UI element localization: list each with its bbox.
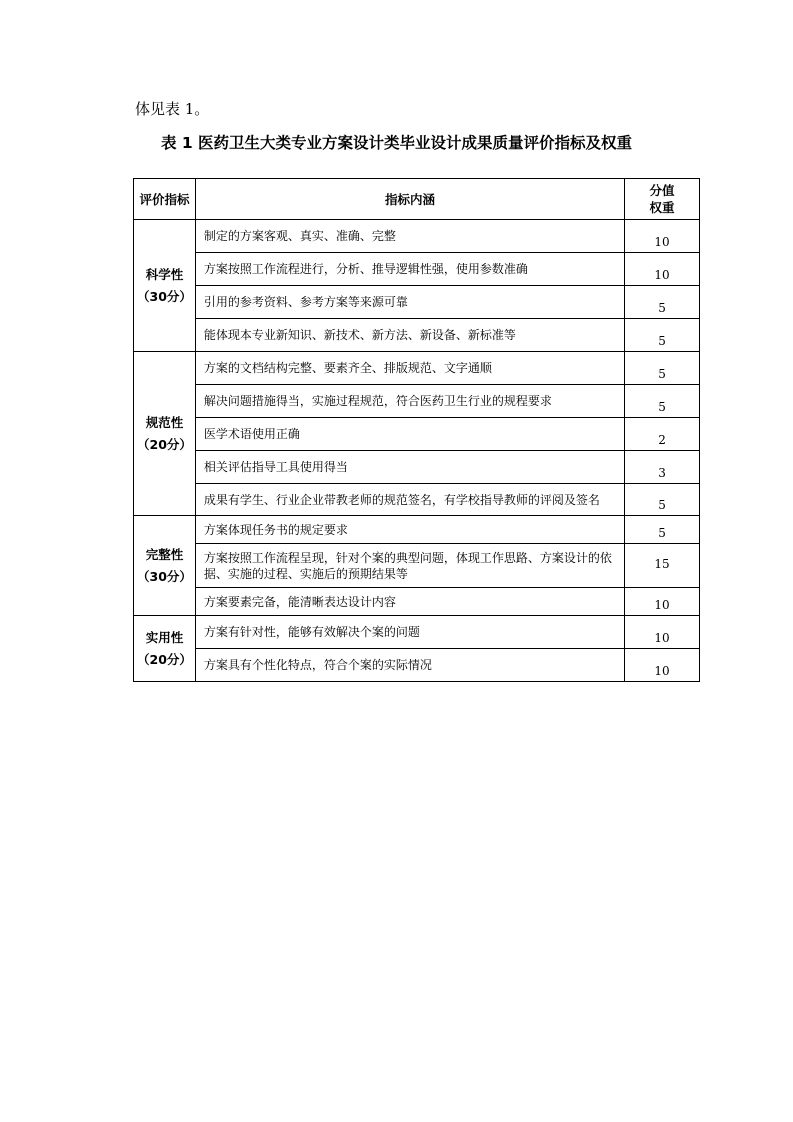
content-cell: 解决问题措施得当，实施过程规范，符合医药卫生行业的规程要求 <box>195 385 624 418</box>
table-row <box>134 286 700 319</box>
table-row <box>134 451 700 484</box>
category-weight: （20分） <box>137 651 192 667</box>
score-cell: 5 <box>625 352 700 385</box>
table-row <box>134 588 700 616</box>
header-score <box>625 179 700 220</box>
table-row <box>134 516 700 544</box>
header-score-line2: 权重 <box>649 200 675 215</box>
category-name: 科学性 <box>145 266 184 282</box>
content-cell: 方案的文档结构完整、要素齐全、排版规范、文字通顺 <box>195 352 624 385</box>
score-cell: 10 <box>625 220 700 253</box>
score-cell: 3 <box>625 451 700 484</box>
table-row <box>134 484 700 516</box>
score-cell: 15 <box>625 544 700 588</box>
table-row <box>134 418 700 451</box>
table-row <box>134 253 700 286</box>
category-weight: （30分） <box>137 568 192 584</box>
content-cell: 引用的参考资料、参考方案等来源可靠 <box>195 286 624 319</box>
evaluation-table <box>133 178 700 682</box>
category-weight: （20分） <box>137 436 192 452</box>
content-cell: 制定的方案客观、真实、准确、完整 <box>195 220 624 253</box>
intro-text: 体见表 1。 <box>135 100 210 118</box>
content-cell: 医学术语使用正确 <box>195 418 624 451</box>
score-cell: 5 <box>625 484 700 516</box>
content-cell: 成果有学生、行业企业带教老师的规范签名，有学校指导教师的评阅及签名 <box>195 484 624 516</box>
category-name: 规范性 <box>145 414 184 430</box>
score-cell: 10 <box>625 253 700 286</box>
score-cell: 5 <box>625 286 700 319</box>
category-cell-normative <box>134 352 196 516</box>
category-weight: （30分） <box>137 288 192 304</box>
table-row <box>134 319 700 352</box>
category-cell-scientific <box>134 220 196 352</box>
category-name: 完整性 <box>145 546 184 562</box>
category-cell-practicality <box>134 616 196 682</box>
header-indicator: 评价指标 <box>134 179 196 220</box>
content-cell: 方案按照工作流程进行，分析、推导逻辑性强，使用参数准确 <box>195 253 624 286</box>
content-cell: 能体现本专业新知识、新技术、新方法、新设备、新标准等 <box>195 319 624 352</box>
content-cell: 方案体现任务书的规定要求 <box>195 516 624 544</box>
table-row <box>134 649 700 682</box>
table-row <box>134 220 700 253</box>
table-title: 表 1 医药卫生大类专业方案设计类毕业设计成果质量评价指标及权重 <box>160 134 633 152</box>
score-cell: 5 <box>625 385 700 418</box>
score-cell: 5 <box>625 516 700 544</box>
score-cell: 5 <box>625 319 700 352</box>
header-score-line1: 分值 <box>649 183 675 198</box>
score-cell: 10 <box>625 649 700 682</box>
score-cell: 2 <box>625 418 700 451</box>
header-content: 指标内涵 <box>195 179 624 220</box>
table-row <box>134 544 700 588</box>
content-cell: 方案有针对性，能够有效解决个案的问题 <box>195 616 624 649</box>
content-cell: 方案按照工作流程呈现，针对个案的典型问题，体现工作思路、方案设计的依据、实施的过程、实施后的预期结果等 <box>195 544 624 588</box>
category-cell-completeness <box>134 516 196 616</box>
table-row <box>134 352 700 385</box>
content-cell: 相关评估指导工具使用得当 <box>195 451 624 484</box>
table-row <box>134 616 700 649</box>
category-name: 实用性 <box>145 629 184 645</box>
table-header-row <box>134 179 700 220</box>
content-cell: 方案具有个性化特点，符合个案的实际情况 <box>195 649 624 682</box>
score-cell: 10 <box>625 616 700 649</box>
content-cell: 方案要素完备，能清晰表达设计内容 <box>195 588 624 616</box>
table-row <box>134 385 700 418</box>
score-cell: 10 <box>625 588 700 616</box>
